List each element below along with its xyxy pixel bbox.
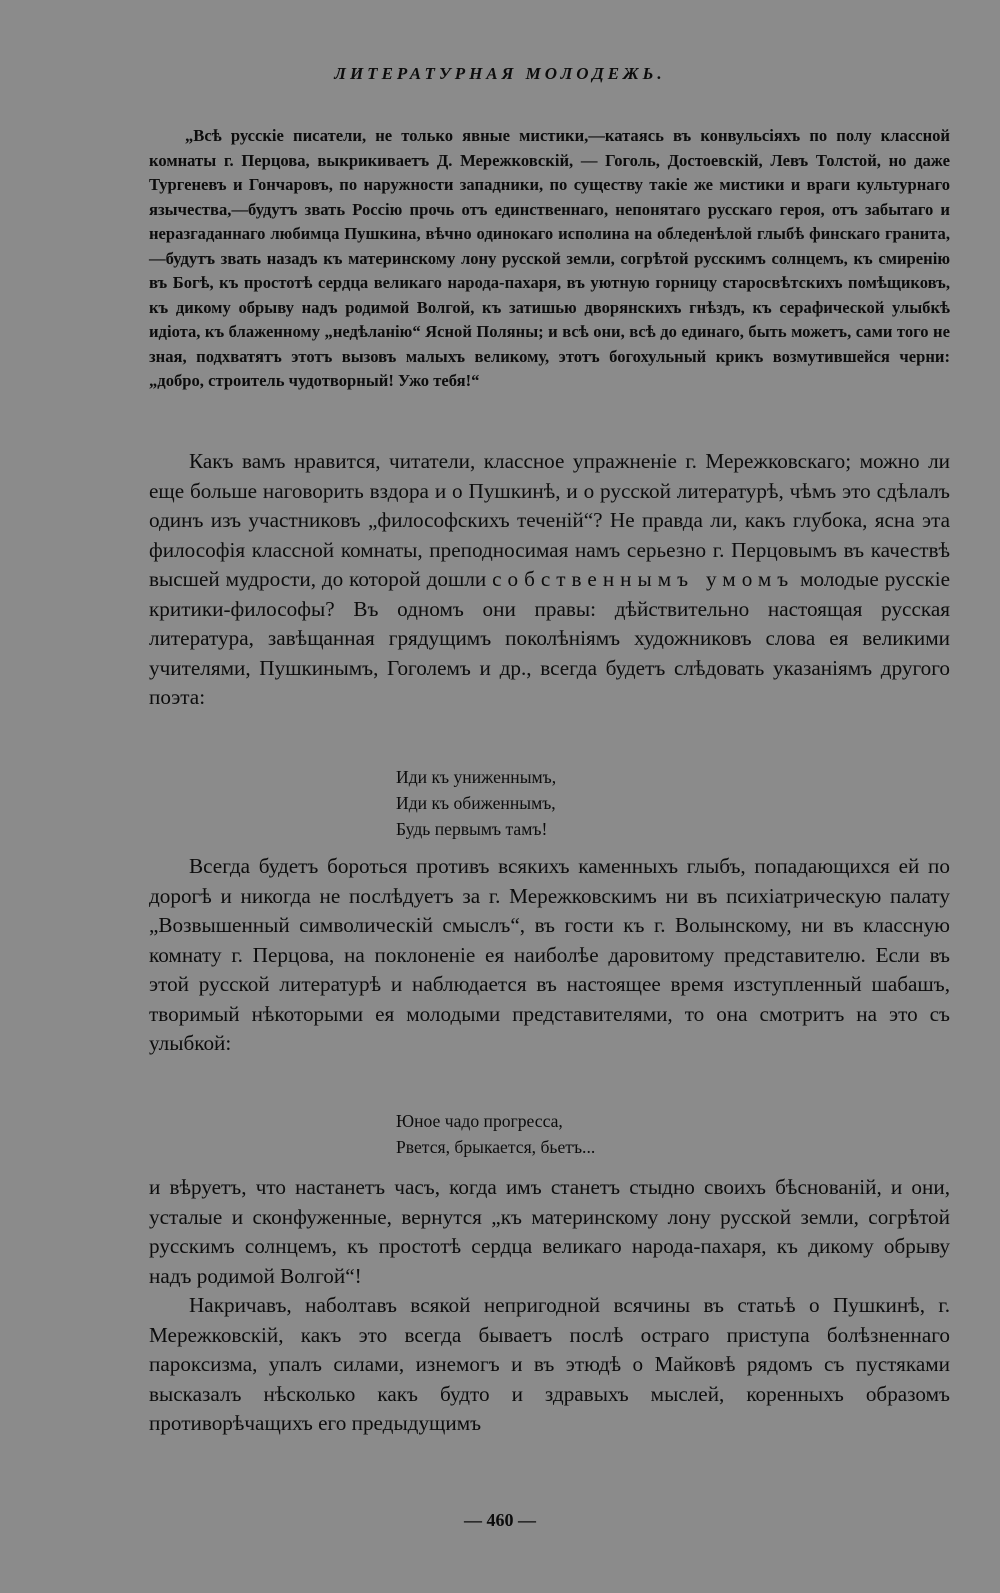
paragraph-1-text-a: Какъ вамъ нравится, читатели, классное упражненіе г. Мережковскаго; можно ли еще больше наговорить вздора и о Пушкинѣ, и о русской литературѣ, чѣмъ это сдѣлалъ одинъ изъ участниковъ „философскихъ теченій“? Не правда ли, какъ глубока, ясна эта философія классной комнаты, преподносимая намъ серьезно г. Перцовымъ въ качествѣ высшей мудрости, до которой дошли [149,449,950,591]
paragraph-1-spaced-emphasis: собственнымъ умомъ [492,567,795,591]
paragraph-2: Всегда будетъ бороться противъ всякихъ каменныхъ глыбъ, попадающихся ей по дорогѣ и никогда не послѣдуетъ за г. Мережковскимъ ни въ психіатрическую палату „Возвышенный символическій смыслъ“, въ гости къ г. Волынскому, ни въ классную комнату г. Перцова, на поклоненіе ея наиболѣе даровитому представителю. Если въ этой русской литературѣ и наблюдается въ настоящее время изступленный шабашъ, творимый нѣкоторыми ея молодыми представителями, то она смотритъ на это съ улыбкой: [149,854,950,1055]
paragraph-1 [149,447,950,713]
quote-paragraph: „Всѣ русскіе писатели, не только явные мистики,—катаясь въ конвульсіяхъ по полу классной комнаты г. Перцова, выкрикиваетъ Д. Мережковскій, — Гоголь, Достоевскій, Левъ Толстой, но даже Тургеневъ и Гончаровъ, по наружности западники, по существу такіе же мистики и враги культурнаго язычества,—будутъ звать Россію прочь отъ единственнаго, непонятаго русскаго героя, отъ забытаго и неразгаданнаго любимца Пушкина, вѣчно одинокаго исполина на обледенѣлой глыбѣ финскаго гранита,—будутъ звать назадъ къ материнскому лону русской земли, согрѣтой русскимъ солнцемъ, къ смиренію въ Богѣ, къ простотѣ сердца великаго народа-пахаря, въ уютную горницу старосвѣтскихъ помѣщиковъ, къ дикому обрыву надъ родимой Волгой, къ затишью дворянскихъ гнѣздъ, къ серафической улыбкѣ идіота, къ блаженному „недѣланію“ Ясной Поляны; и всѣ они, всѣ до единаго, быть можетъ, сами того не зная, подхватятъ этотъ вызовъ малыхъ великому, этотъ богохульный крикъ возмутившейся черни: „добро, строитель чудотворный! Ужо тебя!“ [149,126,950,390]
verse-line: Будь первымъ тамъ! [396,819,548,839]
verse-1 [396,764,556,842]
verse-line: Рвется, брыкается, бьетъ... [396,1137,596,1157]
paragraph-4: Накричавъ, наболтавъ всякой непригодной всячины въ статьѣ о Пушкинѣ, г. Мережковскій, какъ это всегда бываетъ послѣ остраго приступа болѣзненнаго пароксизма, упалъ силами, изнемогъ и въ этюдѣ о Майковѣ рядомъ съ пустяками высказалъ нѣсколько какъ будто и здравыхъ мыслей, коренныхъ образомъ противорѣчащихъ его предыдущимъ [149,1293,950,1435]
verse-line: Иди къ обиженнымъ, [396,793,556,813]
verse-line: Иди къ униженнымъ, [396,767,557,787]
verse-2 [396,1108,595,1160]
quote-block [149,124,950,394]
paragraph-3: и вѣруетъ, что настанетъ часъ, когда имъ станетъ стыдно своихъ бѣснованій, и они, усталые и сконфуженные, вернутся „къ материнскому лону русской земли, согрѣтой русскимъ солнцемъ, къ простотѣ сердца великаго народа-пахаря, къ дикому обрыву надъ родимой Волгой“! [149,1175,950,1288]
page-number: — 460 — [464,1510,536,1530]
running-header: ЛИТЕРАТУРНАЯ МОЛОДЕЖЬ. [334,64,666,83]
paragraph-1-text-b: молодые русскіе критики-философы? Въ одномъ они правы: дѣйствительно настоящая русская литература, завѣщанная грядущимъ поколѣніямъ художниковъ слова ея великими учителями, Пушкинымъ, Гоголемъ и др., всегда будетъ слѣдовать указаніямъ другого поэта: [149,567,950,709]
verse-line: Юное чадо прогресса, [396,1111,563,1131]
